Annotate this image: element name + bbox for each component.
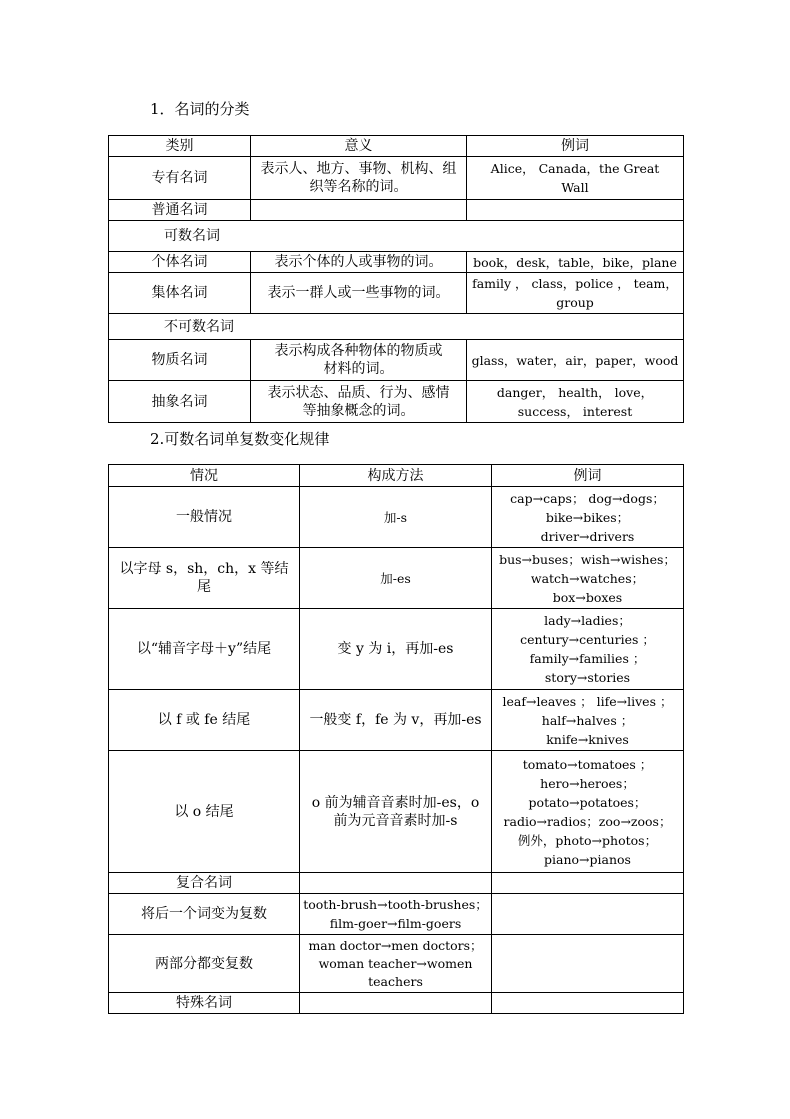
table-row [109,252,684,273]
meaning-cell: 表示构成各种物体的物质或 材料的词。 [251,340,467,381]
subcategory-row [109,221,684,252]
table-row [109,487,684,548]
examples-cell: cap→caps； dog→dogs； bike→bikes； driver→drivers [492,487,684,548]
case-cell: 一般情况 [109,487,300,548]
category-cell: 个体名词 [109,252,251,273]
table-row [109,993,684,1014]
header-method: 构成方法 [300,465,492,487]
examples-cell: bus→buses；wish→wishes； watch→watches； box→boxes [492,548,684,609]
examples-cell [492,935,684,993]
case-cell: 以 o 结尾 [109,751,300,873]
header-meaning: 意义 [251,136,467,157]
examples-cell: danger， health， love， success， interest [467,381,684,423]
plural-rules-table [108,464,684,1014]
examples-cell [492,894,684,935]
method-cell: 加-s [300,487,492,548]
table-header-row [109,136,684,157]
method-cell: o 前为辅音音素时加-es，o 前为元音音素时加-s [300,751,492,873]
examples-cell [492,873,684,894]
section-heading-1: 1．名词的分类 [150,100,250,118]
table-row [109,690,684,751]
category-cell: 集体名词 [109,273,251,314]
examples-cell [467,200,684,221]
header-examples: 例词 [492,465,684,487]
case-cell: 复合名词 [109,873,300,894]
subcategory-countable: 可数名词 [109,221,684,252]
method-cell: 加-es [300,548,492,609]
case-cell: 两部分都变复数 [109,935,300,993]
examples-cell: book，desk，table，bike，plane [467,252,684,273]
meaning-cell: 表示状态、品质、行为、感情 等抽象概念的词。 [251,381,467,423]
table-header-row [109,465,684,487]
examples-cell [492,993,684,1014]
header-category: 类别 [109,136,251,157]
case-cell: 将后一个词变为复数 [109,894,300,935]
table-row [109,609,684,690]
table-row [109,894,684,935]
case-cell: 以 f 或 fe 结尾 [109,690,300,751]
meaning-cell: 表示人、地方、事物、机构、组织等名称的词。 [251,157,467,200]
examples-cell: family ， class，police ， team， group [467,273,684,314]
subcategory-uncountable: 不可数名词 [109,314,684,340]
table-row [109,157,684,200]
method-cell: 变 y 为 i，再加-es [300,609,492,690]
examples-cell: Alice， Canada，the Great Wall [467,157,684,200]
category-cell: 物质名词 [109,340,251,381]
table-row [109,273,684,314]
examples-cell: glass，water，air，paper，wood [467,340,684,381]
method-cell: 一般变 f，fe 为 v，再加-es [300,690,492,751]
subcategory-row [109,314,684,340]
case-cell: 以字母 s，sh，ch，x 等结 尾 [109,548,300,609]
method-cell: man doctor→men doctors； woman teacher→women teachers [300,935,492,993]
case-cell: 以“辅音字母＋y”结尾 [109,609,300,690]
examples-cell: lady→ladies； century→centuries ； family→families ； story→stories [492,609,684,690]
header-case: 情况 [109,465,300,487]
category-cell: 专有名词 [109,157,251,200]
examples-cell: leaf→leaves ； life→lives ； half→halves ； knife→knives [492,690,684,751]
table-row [109,751,684,873]
category-cell: 抽象名词 [109,381,251,423]
examples-cell: tomato→tomatoes ； hero→heroes； potato→potatoes； radio→radios；zoo→zoos； 例外，photo→photos； piano→pianos [492,751,684,873]
table-row [109,381,684,423]
meaning-cell [251,200,467,221]
meaning-cell: 表示一群人或一些事物的词。 [251,273,467,314]
table-row [109,873,684,894]
table-row [109,548,684,609]
case-cell: 特殊名词 [109,993,300,1014]
header-examples: 例词 [467,136,684,157]
noun-classification-table [108,135,684,423]
category-cell: 普通名词 [109,200,251,221]
method-cell [300,993,492,1014]
table-row [109,935,684,993]
table-row [109,200,684,221]
table-row [109,340,684,381]
section-heading-2: 2.可数名词单复数变化规律 [150,430,330,448]
meaning-cell: 表示个体的人或事物的词。 [251,252,467,273]
method-cell [300,873,492,894]
method-cell: tooth-brush→tooth-brushes； film-goer→film-goers [300,894,492,935]
